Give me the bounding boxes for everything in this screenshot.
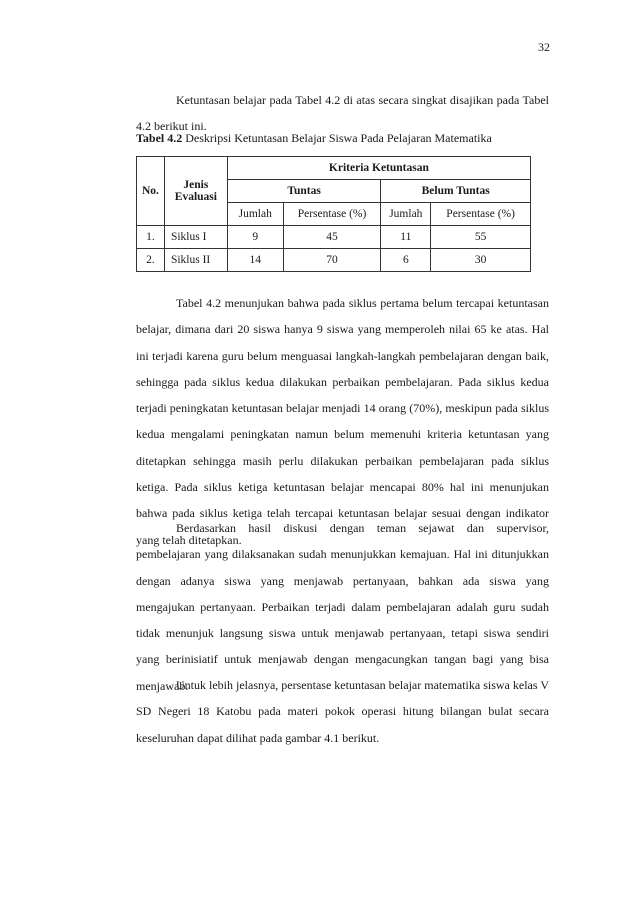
table-caption (136, 131, 492, 146)
header-no: No. (137, 157, 165, 226)
cell-persentase-belum: 55 (431, 226, 531, 249)
intro-text: Ketuntasan belajar pada Tabel 4.2 di atas secara singkat disajikan pada Tabel 4.2 berikut ini. (136, 93, 549, 134)
header-jumlah-belum: Jumlah (381, 203, 431, 226)
cell-persentase-belum: 30 (431, 249, 531, 272)
header-jenis-evaluasi: Jenis Evaluasi (164, 157, 227, 226)
cell-jumlah-belum: 11 (381, 226, 431, 249)
header-jumlah-tuntas: Jumlah (227, 203, 283, 226)
header-belum-tuntas: Belum Tuntas (381, 180, 531, 203)
body-paragraph-3 (136, 672, 549, 751)
body-paragraph-1 (136, 290, 549, 553)
cell-jumlah-tuntas: 14 (227, 249, 283, 272)
table-row (137, 249, 531, 272)
paragraph-3-text: Untuk lebih jelasnya, persentase ketuntasan belajar matematika siswa kelas V SD Negeri 18 Katobu pada materi pokok operasi hitung bilangan bulat secara keseluruhan dapat dilihat pada gambar 4.1 berikut. (136, 678, 549, 745)
cell-no: 2. (137, 249, 165, 272)
cell-jenis: Siklus I (164, 226, 227, 249)
paragraph-1-text: Tabel 4.2 menunjukan bahwa pada siklus pertama belum tercapai ketuntasan belajar, dimana dari 20 siswa hanya 9 siswa yang memperoleh nilai 65 ke atas. Hal ini terjadi karena guru belum menguasai langkah-langkah pembelajaran dengan baik, sehingga pada siklus kedua dilakukan perbaikan pembelajaran. Pada siklus kedua terjadi peningkatan ketuntasan belajar menjadi 14 orang (70%), meskipun pada siklus kedua mengalami peningkatan namun belum memenuhi kriteria ketuntasan yang ditetapkan sehingga masih perlu dilakukan perbaikan pembelajaran pada siklus ketiga. Pada siklus ketiga ketuntasan belajar mencapai 80% hal ini menunjukan bahwa pada siklus ketiga telah tercapai ketuntasan belajar sesuai dengan indikator yang telah ditetapkan. (136, 296, 549, 547)
cell-jumlah-belum: 6 (381, 249, 431, 272)
cell-jumlah-tuntas: 9 (227, 226, 283, 249)
header-persentase-belum: Persentase (%) (431, 203, 531, 226)
cell-jenis: Siklus II (164, 249, 227, 272)
table-caption-label: Tabel 4.2 (136, 131, 183, 145)
table-row (137, 226, 531, 249)
paragraph-2-text: Berdasarkan hasil diskusi dengan teman sejawat dan supervisor, pembelajaran yang dilaksanakan sudah menunjukkan kemajuan. Hal ini ditunjukkan dengan adanya siswa yang menjawab pertanyaan, bahkan ada siswa yang mengajukan pertanyaan. Perbaikan terjadi dalam pembelajaran adalah guru sudah tidak menunjuk langsung siswa untuk menjawab pertanyaan, tetapi siswa sendiri yang berinisiatif untuk menjawab dengan mengacungkan tangan bagi yang bisa menjawab. (136, 521, 549, 693)
header-kriteria-ketuntasan: Kriteria Ketuntasan (227, 157, 530, 180)
page-number: 32 (538, 40, 550, 54)
header-persentase-tuntas: Persentase (%) (283, 203, 381, 226)
cell-persentase-tuntas: 45 (283, 226, 381, 249)
header-tuntas: Tuntas (227, 180, 381, 203)
cell-no: 1. (137, 226, 165, 249)
table-caption-text: Deskripsi Ketuntasan Belajar Siswa Pada Pelajaran Matematika (182, 131, 492, 145)
ketuntasan-table (136, 156, 531, 272)
cell-persentase-tuntas: 70 (283, 249, 381, 272)
